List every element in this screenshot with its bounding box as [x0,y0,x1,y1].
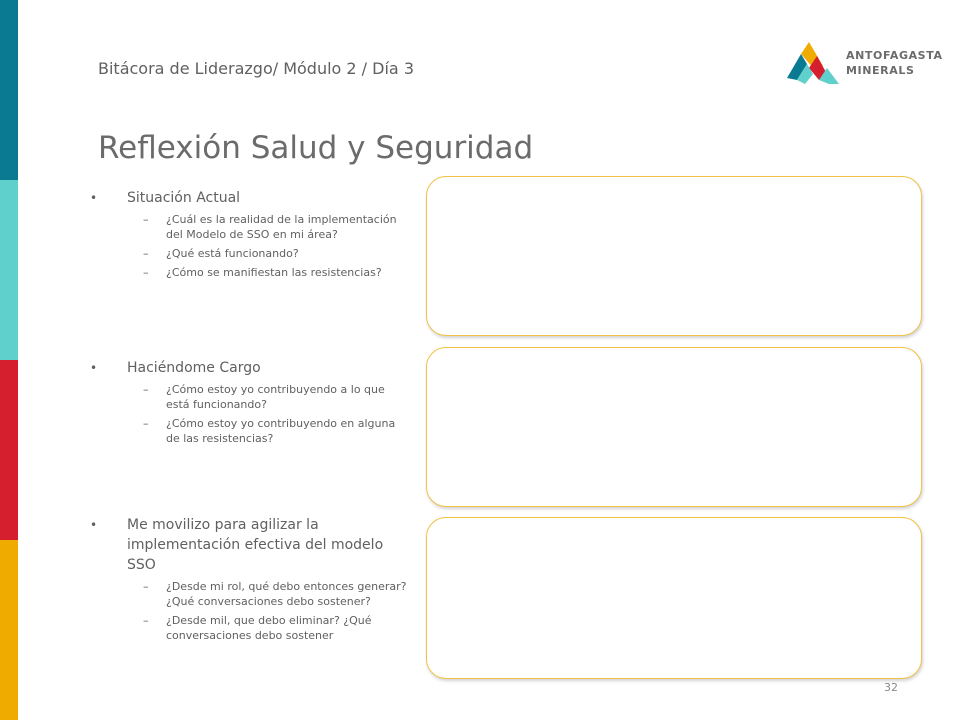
answer-box-haciendome-cargo[interactable] [426,347,922,507]
answer-box-me-movilizo[interactable] [426,517,922,679]
bullet-icon: • [90,518,98,532]
page-title: Reflexión Salud y Seguridad [98,130,534,166]
side-stripe-aqua [0,180,18,360]
logo-text-line2: MINERALS [846,64,915,77]
logo-mark-icon [783,40,843,86]
section-heading: Situación Actual [127,190,241,206]
list-item: – ¿Cómo estoy yo contribuyendo en alguna de las resistencias? [143,417,396,445]
section-me-movilizo [90,515,410,643]
list-item: – ¿Qué está funcionando? [143,247,299,260]
bullet-icon: • [90,361,98,375]
list-item: – ¿Cómo se manifiestan las resistencias? [143,266,382,279]
list-item: – ¿Desde mi rol, qué debo entonces generar? ¿Qué conversaciones debo sostener? [143,580,407,608]
bullet-icon: • [90,191,98,205]
logo-text-line1: ANTOFAGASTA [846,49,943,62]
reflection-questions [90,188,410,642]
side-stripe-teal [0,0,18,180]
answer-box-situacion-actual[interactable] [426,176,922,336]
breadcrumb: Bitácora de Liderazgo/ Módulo 2 / Día 3 [98,59,414,78]
side-stripe-yellow [0,540,18,720]
section-heading: Haciéndome Cargo [127,360,261,376]
list-item: – ¿Desde mil, que debo eliminar? ¿Qué conversaciones debo sostener [143,614,372,642]
section-situacion-actual [90,188,410,280]
section-heading: Me movilizo para agilizar la implementación efectiva del modelo SSO [127,517,384,573]
section-haciendome-cargo [90,358,410,446]
company-logo [783,40,943,86]
side-stripe-red [0,360,18,540]
list-item: – ¿Cuál es la realidad de la implementación del Modelo de SSO en mi área? [143,213,397,241]
list-item: – ¿Cómo estoy yo contribuyendo a lo que está funcionando? [143,383,385,411]
page-number: 32 [884,681,898,694]
